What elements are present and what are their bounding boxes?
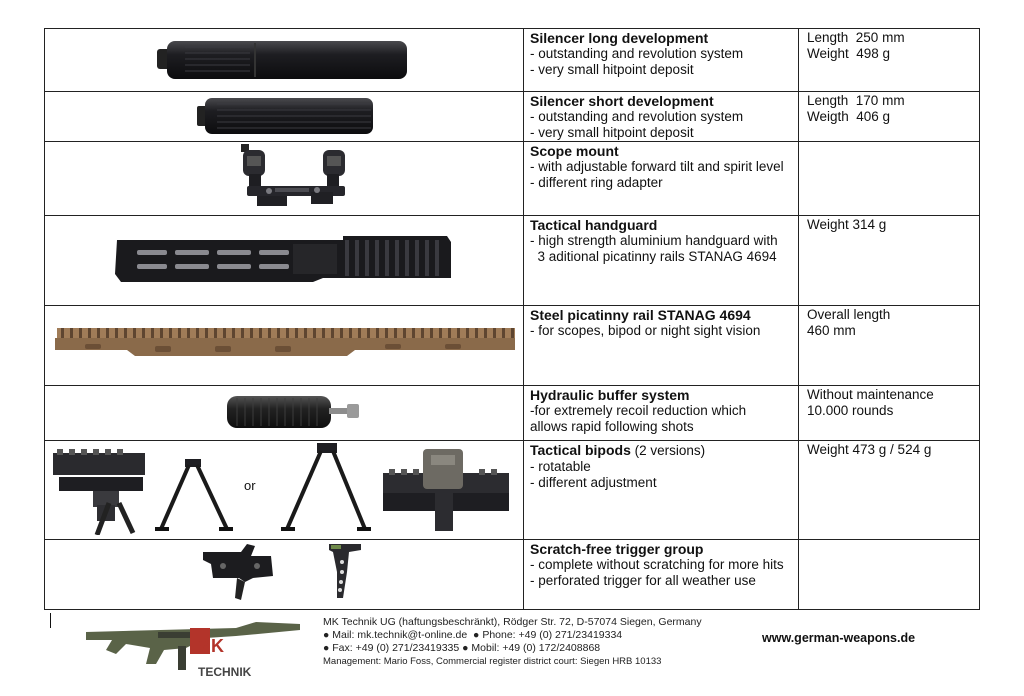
scope-mount-icon bbox=[235, 144, 355, 210]
product-image-cell bbox=[45, 386, 524, 441]
logo-technik-text: TECHNIK bbox=[198, 665, 252, 679]
product-spec bbox=[799, 142, 980, 216]
product-image-cell bbox=[45, 540, 524, 610]
table-row bbox=[45, 92, 980, 142]
long-silencer-icon bbox=[155, 37, 411, 83]
spec-line: 10.000 rounds bbox=[807, 403, 894, 418]
product-description bbox=[524, 540, 799, 610]
product-title-suffix: (2 versions) bbox=[630, 443, 706, 458]
contact-line: ● Fax: +49 (0) 271/23419335 ● Mobil: +49 (0) 172/2408868 bbox=[323, 642, 601, 654]
product-title: Silencer long development bbox=[530, 30, 709, 46]
picatinny-rail-icon bbox=[55, 324, 517, 360]
product-description bbox=[524, 306, 799, 386]
contact-line: ● Mail: mk.technik@t-online.de ● Phone: +49 (0) 271/23419334 bbox=[323, 629, 623, 641]
trigger-group-icon bbox=[201, 542, 277, 604]
product-feature: -for extremely recoil reduction which bbox=[530, 403, 747, 418]
company-address: MK Technik UG (haftungsbeschränkt), Rödger Str. 72, D-57074 Siegen, Germany bbox=[323, 616, 702, 628]
bipod-mounted-icon bbox=[53, 447, 147, 535]
product-title: Steel picatinny rail STANAG 4694 bbox=[530, 307, 751, 323]
product-image-cell bbox=[45, 216, 524, 306]
product-feature: allows rapid following shots bbox=[530, 419, 694, 434]
mk-technik-logo bbox=[86, 614, 306, 680]
handguard-icon bbox=[113, 234, 455, 284]
product-spec bbox=[799, 29, 980, 92]
product-image-cell bbox=[45, 142, 524, 216]
product-feature: - complete without scratching for more hits bbox=[530, 557, 784, 572]
product-description bbox=[524, 216, 799, 306]
product-title: Scope mount bbox=[530, 143, 619, 159]
product-feature: - high strength aluminium handguard with bbox=[530, 233, 778, 248]
spec-line: Weight 314 g bbox=[807, 217, 887, 232]
product-feature: - outstanding and revolution system bbox=[530, 109, 744, 124]
text-cursor bbox=[50, 613, 51, 628]
management-line: Management: Mario Foss, Commercial register district court: Siegen HRB 10133 bbox=[323, 656, 662, 667]
product-title: Tactical bipods bbox=[530, 442, 631, 458]
company-info bbox=[323, 616, 702, 668]
product-feature: - for scopes, bipod or night sight vision bbox=[530, 323, 761, 338]
table-row bbox=[45, 441, 980, 540]
table-row bbox=[45, 142, 980, 216]
spec-line: Overall length bbox=[807, 307, 891, 322]
product-title: Scratch-free trigger group bbox=[530, 541, 704, 557]
product-feature: 3 aditional picatinny rails STANAG 4694 bbox=[530, 249, 777, 264]
product-spec bbox=[799, 540, 980, 610]
page-footer bbox=[0, 612, 1024, 696]
logo-mk-text: MK bbox=[196, 636, 224, 656]
product-image-cell bbox=[45, 92, 524, 142]
product-title: Silencer short development bbox=[530, 93, 714, 109]
spec-line: 460 mm bbox=[807, 323, 856, 338]
perforated-trigger-icon bbox=[327, 542, 363, 600]
bipod-short-icon bbox=[153, 457, 235, 533]
product-image-cell bbox=[45, 441, 524, 540]
product-description bbox=[524, 441, 799, 540]
short-silencer-icon bbox=[195, 96, 377, 136]
product-feature: - very small hitpoint deposit bbox=[530, 62, 694, 77]
product-description bbox=[524, 29, 799, 92]
bipod-adapter-icon bbox=[383, 445, 509, 531]
product-feature: - very small hitpoint deposit bbox=[530, 125, 694, 140]
website-link[interactable]: www.german-weapons.de bbox=[762, 631, 916, 645]
product-spec bbox=[799, 216, 980, 306]
product-title: Tactical handguard bbox=[530, 217, 658, 233]
table-row bbox=[45, 29, 980, 92]
hydraulic-buffer-icon bbox=[225, 394, 365, 430]
or-label: or bbox=[244, 478, 256, 493]
table-row bbox=[45, 540, 980, 610]
spec-line: Without maintenance bbox=[807, 387, 934, 402]
product-title: Hydraulic buffer system bbox=[530, 387, 690, 403]
spec-line: Weight 498 g bbox=[807, 46, 891, 61]
product-feature: - different ring adapter bbox=[530, 175, 663, 190]
product-feature: - rotatable bbox=[530, 459, 591, 474]
product-spec bbox=[799, 386, 980, 441]
spec-line: Length 170 mm bbox=[807, 93, 905, 108]
table-row bbox=[45, 386, 980, 441]
product-spec bbox=[799, 306, 980, 386]
table-row bbox=[45, 306, 980, 386]
product-image-cell bbox=[45, 306, 524, 386]
product-spec bbox=[799, 441, 980, 540]
product-feature: - outstanding and revolution system bbox=[530, 46, 744, 61]
bipod-long-icon bbox=[281, 443, 373, 533]
spec-line: Weight 473 g / 524 g bbox=[807, 442, 932, 457]
product-image-cell bbox=[45, 29, 524, 92]
product-description bbox=[524, 92, 799, 142]
product-spec bbox=[799, 92, 980, 142]
product-table bbox=[44, 28, 980, 610]
product-description bbox=[524, 142, 799, 216]
spec-line: Length 250 mm bbox=[807, 30, 905, 45]
table-row bbox=[45, 216, 980, 306]
product-description bbox=[524, 386, 799, 441]
product-feature: - different adjustment bbox=[530, 475, 657, 490]
product-feature: - perforated trigger for all weather use bbox=[530, 573, 756, 588]
spec-line: Weigth 406 g bbox=[807, 109, 891, 124]
product-feature: - with adjustable forward tilt and spirit level bbox=[530, 159, 784, 174]
